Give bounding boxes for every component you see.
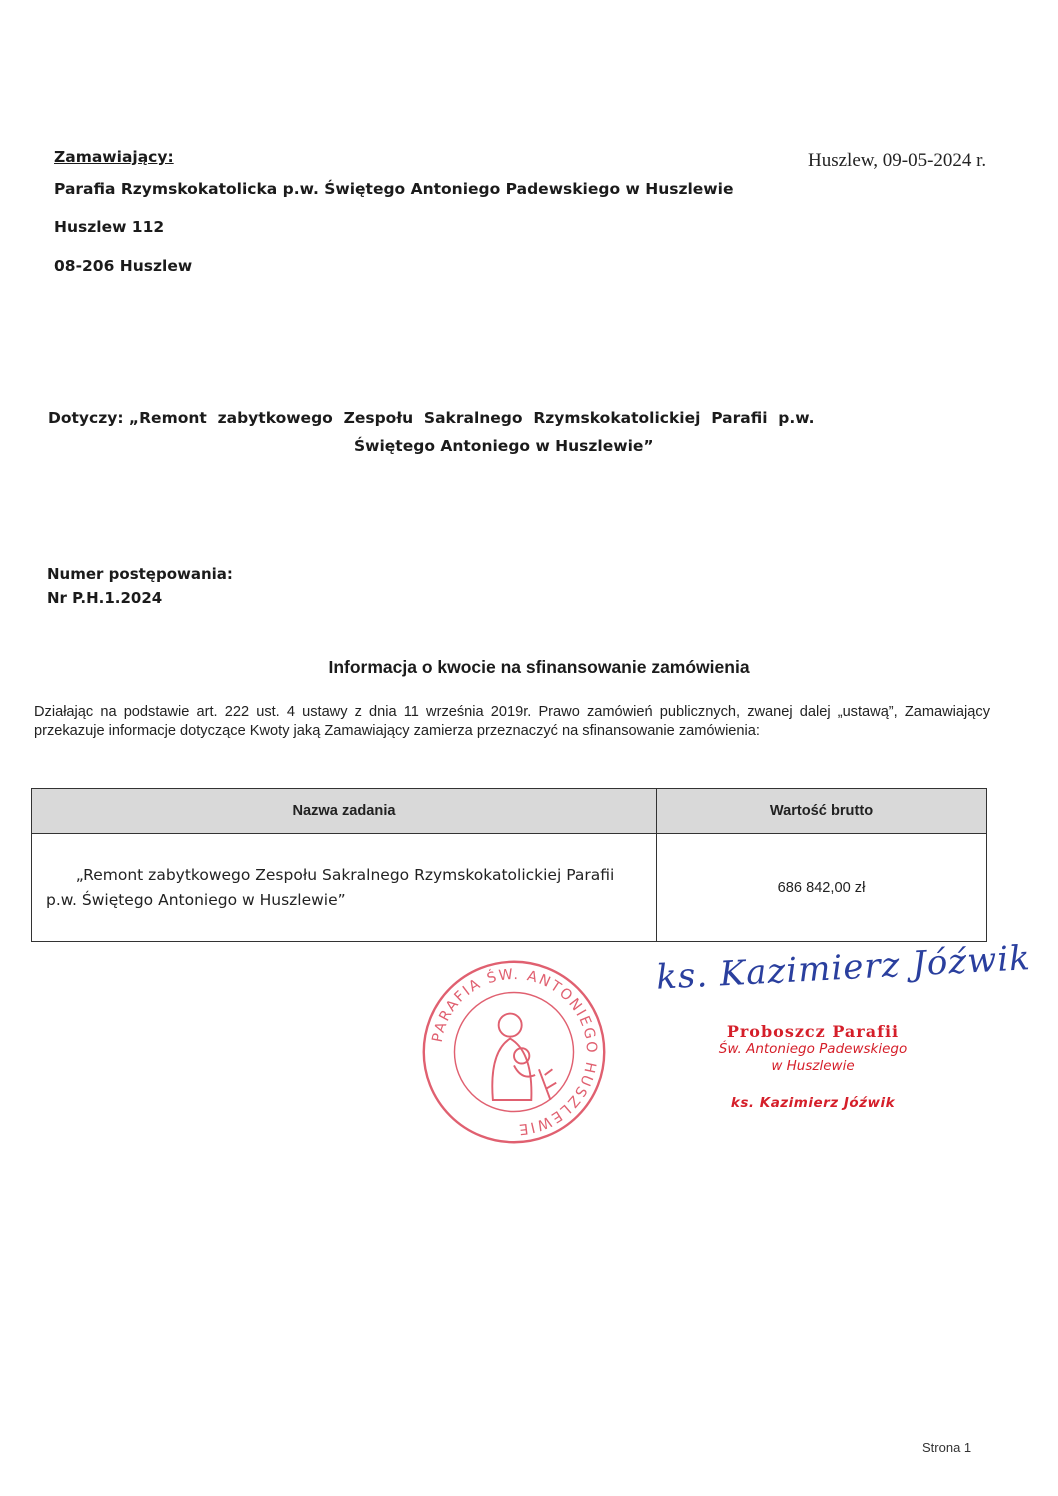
subject-line-1: Dotyczy: „Remont zabytkowego Zespołu Sakralnego Rzymskokatolickiej Parafii p.w.	[48, 409, 815, 427]
document-date: Huszlew, 09-05-2024 r.	[808, 150, 987, 171]
column-header-task: Nazwa zadania	[32, 789, 657, 834]
madonna-icon	[492, 1014, 556, 1100]
page-number: Strona 1	[922, 1440, 972, 1455]
buyer-address-city: 08-206 Huszlew	[54, 257, 193, 275]
task-value-cell: 686 842,00 zł	[657, 834, 987, 942]
table-row	[32, 834, 987, 942]
stamp-line-2: w Huszlewie	[771, 1058, 855, 1074]
buyer-address-street: Huszlew 112	[54, 218, 165, 236]
procedure-number: Nr P.H.1.2024	[47, 589, 163, 607]
subject-line-2: Świętego Antoniego w Huszlewie”	[354, 437, 654, 455]
buyer-name: Parafia Rzymskokatolicka p.w. Świętego Antoniego Padewskiego w Huszlewie	[54, 180, 734, 198]
stamp-title: Proboszcz Parafii	[726, 1022, 900, 1041]
intro-paragraph: Działając na podstawie art. 222 ust. 4 ustawy z dnia 11 września 2019r. Prawo zamówień publicznych, zwanej dalej „ustawą”, Zamawiający przekazuje informacje dotyczące Kwoty jaką Zamawiający zamierza przeznaczyć na sfinansowanie zamówienia:	[34, 704, 990, 739]
document-heading: Informacja o kwocie na sfinansowanie zamówienia	[328, 657, 750, 677]
stamp-line-1: Św. Antoniego Padewskiego	[718, 1041, 908, 1057]
subject-block	[48, 404, 868, 460]
stamp-name: ks. Kazimierz Jóźwik	[730, 1095, 896, 1111]
priest-stamp	[692, 1022, 934, 1111]
amount-table	[31, 788, 987, 942]
handwritten-signature: ks. Kazimierz Jóźwik	[655, 938, 1032, 998]
procedure-label: Numer postępowania:	[47, 565, 233, 583]
seal-text: PARAFIA ŚW. ANTONIEGO HUSZLEWIE	[429, 966, 600, 1138]
parish-seal-stamp	[418, 956, 610, 1148]
column-header-value: Wartość brutto	[657, 789, 987, 834]
task-name-cell	[32, 834, 657, 942]
task-name-line-2: p.w. Świętego Antoniego w Huszlewie”	[46, 890, 346, 909]
task-name-line-1: „Remont zabytkowego Zespołu Sakralnego Rzymskokatolickiej Parafii	[75, 865, 615, 884]
buyer-label: Zamawiający:	[54, 148, 174, 166]
table-header-row	[32, 789, 987, 834]
